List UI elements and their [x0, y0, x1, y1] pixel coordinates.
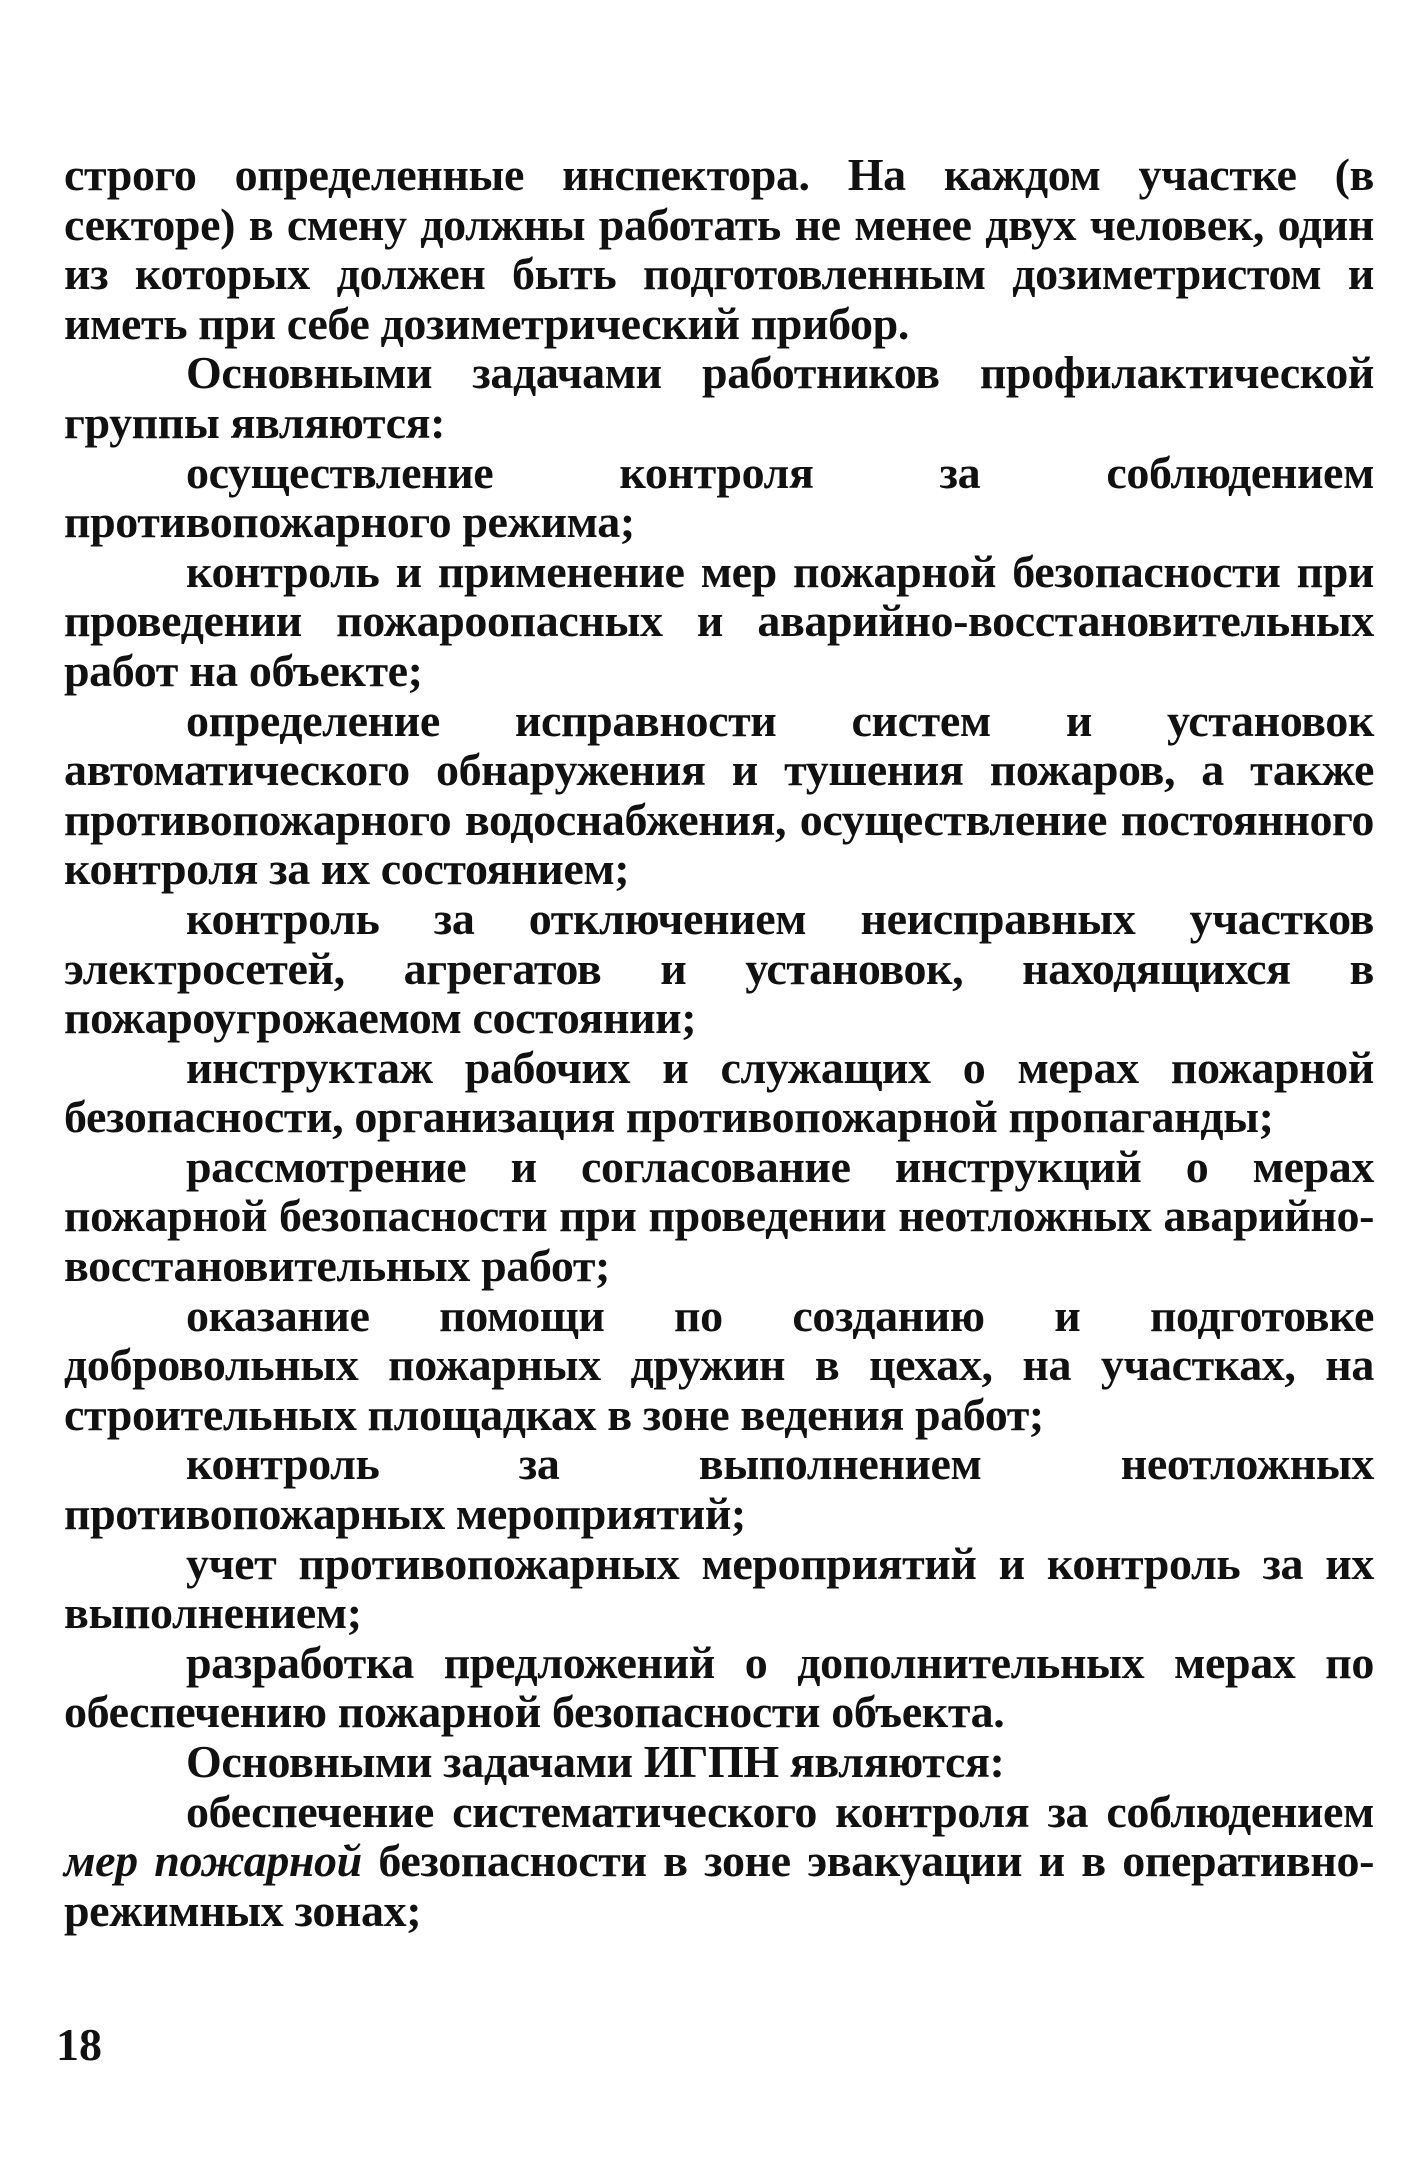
list-item: оказание помощи по созданию и подготовке добровольных пожарных дружин в цехах, на участках, на строительных площадках в зоне ведения работ; [64, 1289, 1374, 1440]
paragraph-profilactic-tasks-heading: Основными задачами работников профилактической группы являются: [64, 347, 1374, 448]
list-item: контроль за выполнением неотложных противопожарных мероприятий; [64, 1438, 1374, 1540]
list-item: осуществление контроля за соблюдением противопожарного режима; [64, 446, 1374, 548]
list-item: рассмотрение и согласование инструкций о мерах пожарной безопасности при проведении неотложных аварийно-восстановительных работ; [64, 1140, 1374, 1292]
list-item: инструктаж рабочих и служащих о мерах пожарной безопасности, организация противопожарной пропаганды; [64, 1041, 1374, 1143]
list-item: разработка предложений о дополнительных мерах по обеспечению пожарной безопасности объекта. [64, 1636, 1374, 1738]
list-item-last [64, 1787, 1374, 1936]
list-item-last-italic: мер пожарной [64, 1835, 362, 1887]
list-item-last-end: безопасности в зоне эвакуации и в оперативно-режимных зонах; [64, 1835, 1374, 1936]
page-number: 18 [56, 2019, 102, 2070]
list-item: контроль и применение мер пожарной безопасности при проведении пожароопасных и аварийно-восстановительных работ на объекте; [64, 545, 1374, 696]
paragraph-continuation: строго определенные инспектора. На каждом участке (в секторе) в смену должны работать не менее двух человек, один из которых должен быть подготовленным дозиметристом и иметь при себе дозиметрический прибор. [64, 149, 1374, 349]
page-body [64, 150, 1374, 1935]
list-item: учет противопожарных мероприятий и контроль за их выполнением; [64, 1537, 1374, 1639]
list-item: контроль за отключением неисправных участков электросетей, агрегатов и установок, находящихся в пожароугрожаемом состоянии; [64, 892, 1374, 1044]
paragraph-igpn-tasks-heading: Основными задачами ИГПН являются: [186, 1736, 1005, 1787]
list-item: определение исправности систем и установок автоматического обнаружения и тушения пожаров, а также противопожарного водоснабжения, осуществление постоянного контроля за их состоянием; [64, 694, 1374, 895]
list-item-last-start: обеспечение систематического контроля за соблюдением [186, 1785, 1374, 1837]
